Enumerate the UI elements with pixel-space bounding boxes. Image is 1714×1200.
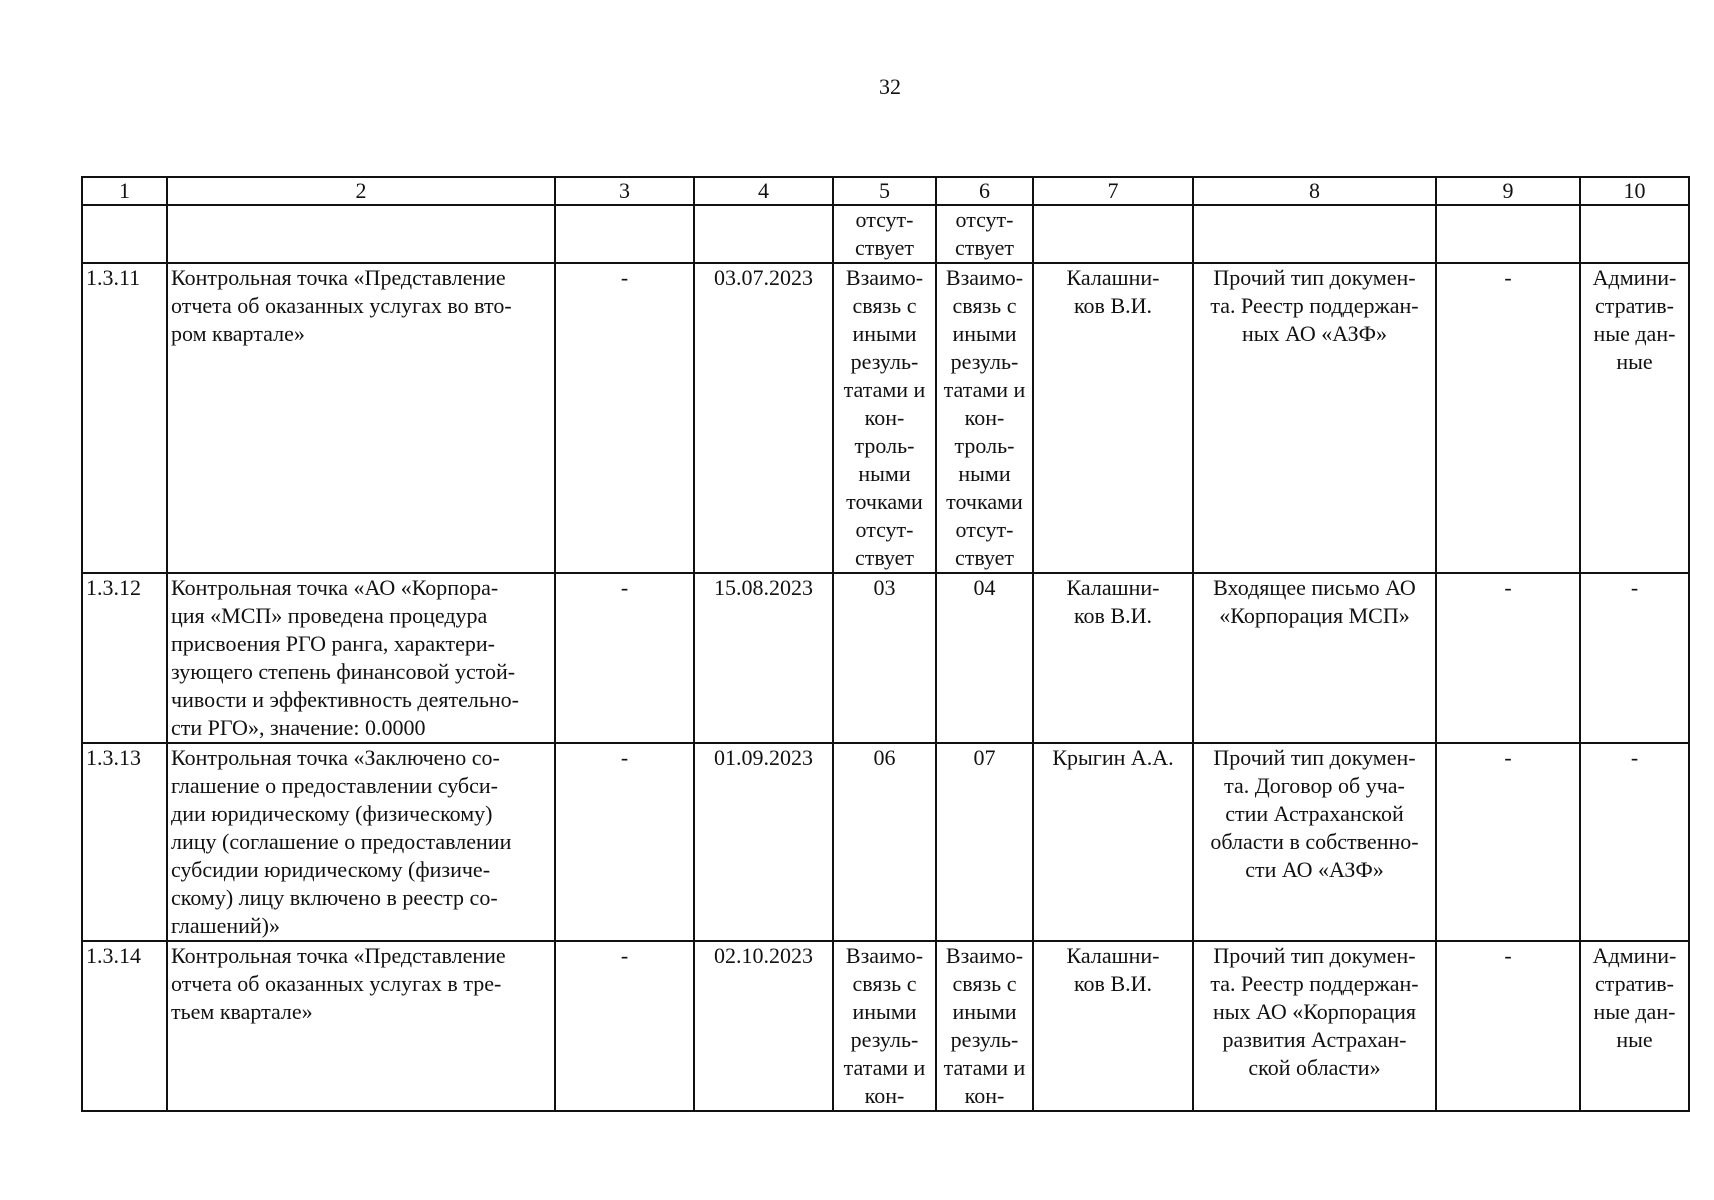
column-header: 6 (936, 177, 1033, 205)
column-header: 1 (82, 177, 167, 205)
table-cell: Взаимо- связь с иными резуль- татами и кон- (936, 941, 1033, 1111)
table-cell: 04 (936, 573, 1033, 743)
table-cell: - (1436, 941, 1580, 1111)
date-cell (694, 205, 833, 263)
table-cell: - (1580, 573, 1689, 743)
column-header: 10 (1580, 177, 1689, 205)
table-row (82, 205, 1689, 263)
table-row (82, 573, 1689, 743)
description-cell: Контрольная точка «Заключено со- глашение о предоставлении субси- дии юридическому (физическому) лицу (соглашение о предоставлении субсидии юридическому (физиче- скому) лицу включено в реестр со- глашений)» (167, 743, 555, 941)
row-number-cell: 1.3.13 (82, 743, 167, 941)
row-number-cell (82, 205, 167, 263)
description-cell: Контрольная точка «Представление отчета об оказанных услугах в тре- тьем квартале» (167, 941, 555, 1111)
row-number-cell: 1.3.14 (82, 941, 167, 1111)
column-header: 5 (833, 177, 936, 205)
table-cell: - (555, 941, 694, 1111)
date-cell: 15.08.2023 (694, 573, 833, 743)
document-type-cell: Входящее письмо АО «Корпорация МСП» (1193, 573, 1436, 743)
table-cell: Взаимо- связь с иными резуль- татами и кон- (833, 941, 936, 1111)
responsible-cell: Калашни- ков В.И. (1033, 573, 1193, 743)
column-header: 2 (167, 177, 555, 205)
description-cell: Контрольная точка «АО «Корпора- ция «МСП» проведена процедура присвоения РГО ранга, характери- зующего степень финансовой устой- чивости и эффективность деятельно- сти РГО», значение: 0.0000 (167, 573, 555, 743)
table-cell: отсут- ствует (936, 205, 1033, 263)
column-header: 3 (555, 177, 694, 205)
row-number-cell: 1.3.11 (82, 263, 167, 573)
description-cell: Контрольная точка «Представление отчета об оказанных услугах во вто- ром квартале» (167, 263, 555, 573)
data-table (81, 176, 1690, 1112)
column-header: 4 (694, 177, 833, 205)
table-cell: - (555, 743, 694, 941)
table-cell: - (1436, 743, 1580, 941)
table-cell (555, 205, 694, 263)
responsible-cell: Калашни- ков В.И. (1033, 941, 1193, 1111)
responsible-cell (1033, 205, 1193, 263)
header-row (82, 177, 1689, 205)
table-cell: 06 (833, 743, 936, 941)
document-type-cell: Прочий тип докумен- та. Реестр поддержан- ных АО «Корпорация развития Астрахан- ской области» (1193, 941, 1436, 1111)
table-row (82, 941, 1689, 1111)
column-header: 8 (1193, 177, 1436, 205)
table-cell (1436, 205, 1580, 263)
table-cell: 03 (833, 573, 936, 743)
table-cell: - (1436, 263, 1580, 573)
table-cell: - (555, 573, 694, 743)
responsible-cell: Калашни- ков В.И. (1033, 263, 1193, 573)
table-cell: 07 (936, 743, 1033, 941)
table-cell: Взаимо- связь с иными резуль- татами и кон- троль- ными точками отсут- ствует (833, 263, 936, 573)
date-cell: 02.10.2023 (694, 941, 833, 1111)
column-header: 9 (1436, 177, 1580, 205)
table-cell: Админи- стратив- ные дан- ные (1580, 941, 1689, 1111)
table-row (82, 743, 1689, 941)
row-number-cell: 1.3.12 (82, 573, 167, 743)
table-cell: - (555, 263, 694, 573)
table-cell: Админи- стратив- ные дан- ные (1580, 263, 1689, 573)
page-number: 32 (879, 74, 901, 99)
table-cell: Взаимо- связь с иными резуль- татами и кон- троль- ными точками отсут- ствует (936, 263, 1033, 573)
table-row (82, 263, 1689, 573)
document-type-cell (1193, 205, 1436, 263)
date-cell: 03.07.2023 (694, 263, 833, 573)
responsible-cell: Крыгин А.А. (1033, 743, 1193, 941)
description-cell (167, 205, 555, 263)
table-cell: - (1580, 743, 1689, 941)
table-cell (1580, 205, 1689, 263)
date-cell: 01.09.2023 (694, 743, 833, 941)
document-type-cell: Прочий тип докумен- та. Реестр поддержан- ных АО «АЗФ» (1193, 263, 1436, 573)
table-cell: - (1436, 573, 1580, 743)
table-cell: отсут- ствует (833, 205, 936, 263)
column-header: 7 (1033, 177, 1193, 205)
document-type-cell: Прочий тип докумен- та. Договор об уча- стии Астраханской области в собственно- сти АО «АЗФ» (1193, 743, 1436, 941)
